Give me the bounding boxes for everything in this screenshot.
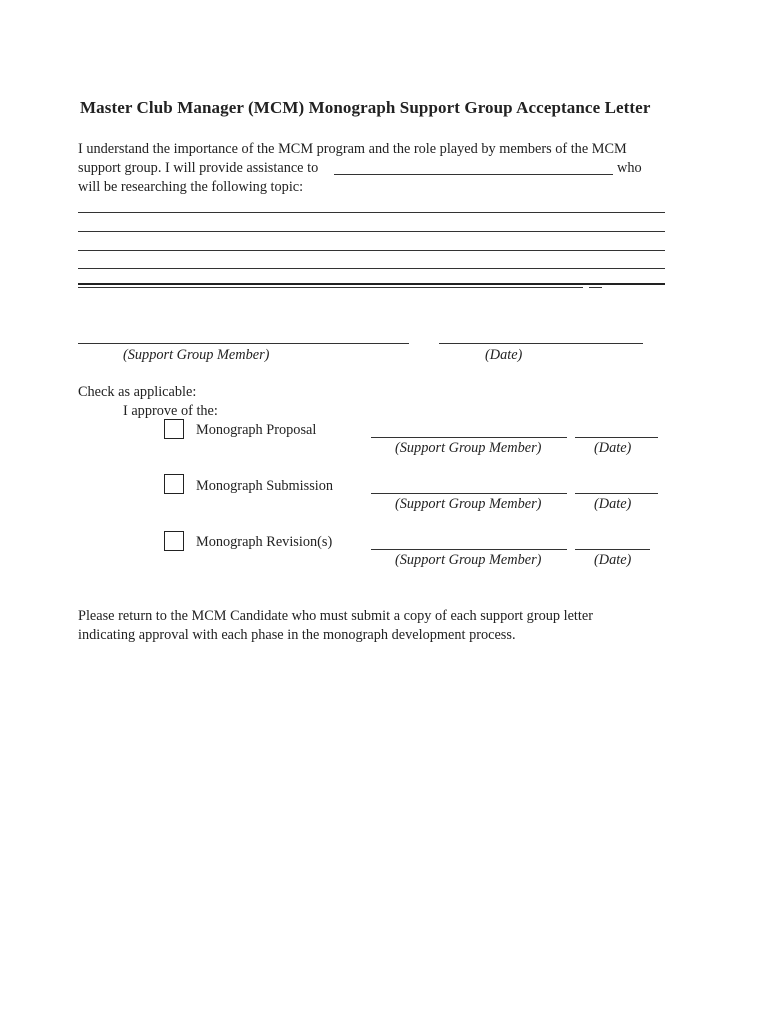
page-title: Master Club Manager (MCM) Monograph Support Group Acceptance Letter xyxy=(80,98,651,117)
revision-date-label: (Date) xyxy=(594,552,632,568)
member-label: (Support Group Member) xyxy=(123,347,270,363)
intro-line-2-suffix: who xyxy=(617,160,642,176)
submission-label: Monograph Submission xyxy=(196,478,334,494)
topic-line-1[interactable] xyxy=(78,212,665,213)
revision-label: Monograph Revision(s) xyxy=(196,534,333,550)
proposal-date-field[interactable] xyxy=(575,437,658,438)
proposal-member-label: (Support Group Member) xyxy=(395,440,542,456)
submission-member-field[interactable] xyxy=(371,493,567,494)
date-field[interactable] xyxy=(439,343,643,344)
intro-line-1: I understand the importance of the MCM program and the role played by members of the MCM xyxy=(78,141,627,157)
proposal-date-label: (Date) xyxy=(594,440,632,456)
topic-line-2[interactable] xyxy=(78,231,665,232)
submission-date-field[interactable] xyxy=(575,493,658,494)
proposal-label: Monograph Proposal xyxy=(196,422,317,438)
topic-line-5[interactable] xyxy=(78,283,665,285)
intro-line-3: will be researching the following topic: xyxy=(78,179,304,195)
date-label: (Date) xyxy=(485,347,523,363)
member-signature-field[interactable] xyxy=(78,343,409,344)
footer-line-2: indicating approval with each phase in the monograph development process. xyxy=(78,627,516,643)
submission-checkbox[interactable] xyxy=(164,474,184,494)
revision-member-label: (Support Group Member) xyxy=(395,552,542,568)
submission-member-label: (Support Group Member) xyxy=(395,496,542,512)
intro-line-2-prefix: support group. I will provide assistance to xyxy=(78,160,319,176)
topic-line-3[interactable] xyxy=(78,250,665,251)
check-heading: Check as applicable: xyxy=(78,384,197,400)
approve-label: I approve of the: xyxy=(123,403,218,419)
topic-line-underline-short xyxy=(589,287,602,288)
revision-member-field[interactable] xyxy=(371,549,567,550)
topic-line-underline xyxy=(78,287,583,288)
footer-line-1: Please return to the MCM Candidate who must submit a copy of each support group letter xyxy=(78,608,593,624)
submission-date-label: (Date) xyxy=(594,496,632,512)
revision-date-field[interactable] xyxy=(575,549,650,550)
proposal-checkbox[interactable] xyxy=(164,419,184,439)
revision-checkbox[interactable] xyxy=(164,531,184,551)
candidate-name-field[interactable] xyxy=(334,174,613,175)
topic-line-4[interactable] xyxy=(78,268,665,269)
proposal-member-field[interactable] xyxy=(371,437,567,438)
